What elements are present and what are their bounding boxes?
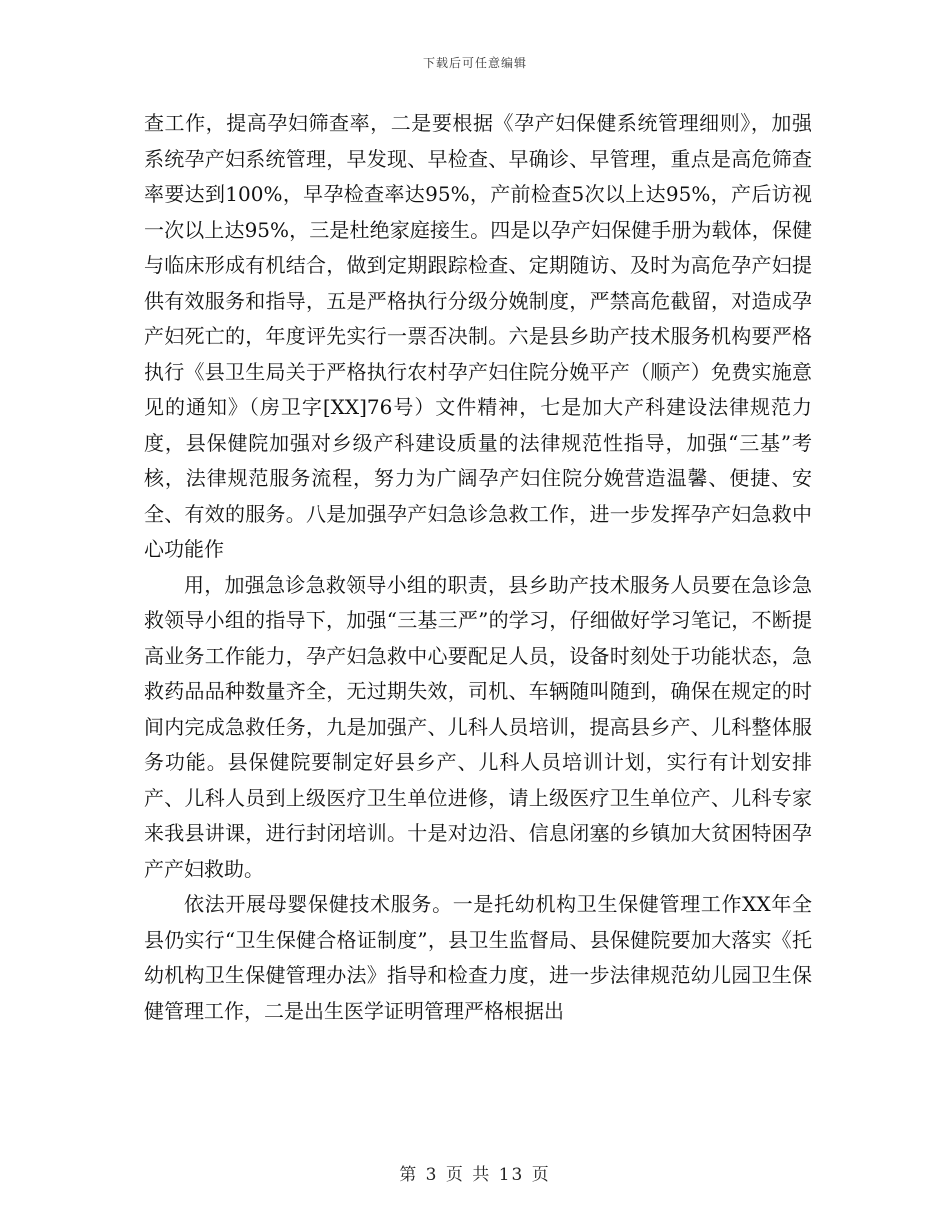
paragraph-3: 依法开展母婴保健技术服务。一是托幼机构卫生保健管理工作XX年全县仍实行“卫生保健合格证制度”，县卫生监督局、县保健院要加大落实《托幼机构卫生保健管理办法》指导和检查力度，进一步法律规范幼儿园卫生保健管理工作，二是出生医学证明管理严格根据出 [144,892,812,1023]
page-footer: 第 3 页 共 13 页 [399,1165,551,1185]
page-header: 下载后可任意编辑 [422,56,527,70]
document-body [144,106,812,1029]
paragraph-1: 查工作，提高孕妇筛查率，二是要根据《孕产妇保健系统管理细则》，加强系统孕产妇系统管理，早发现、早检查、早确诊、早管理，重点是高危筛查率要达到100%，早孕检查率达95%，产前检查5次以上达95%，产后访视一次以上达95%，三是杜绝家庭接生。四是以孕产妇保健手册为载体，保健与临床形成有机结合，做到定期跟踪检查、定期随访、及时为高危孕产妇提供有效服务和指导，五是严格执行分级分娩制度，严禁高危截留，对造成孕产妇死亡的，年度评先实行一票否决制。六是县乡助产技术服务机构要严格执行《县卫生局关于严格执行农村孕产妇住院分娩平产（顺产）免费实施意见的通知》（房卫字[XX]76号）文件精神，七是加大产科建设法律规范力度，县保健院加强对乡级产科建设质量的法律规范性指导，加强“三基”考核，法律规范服务流程，努力为广阔孕产妇住院分娩营造温馨、便捷、安全、有效的服务。八是加强孕产妇急诊急救工作，进一步发挥孕产妇急救中心功能作 [144,111,812,561]
paragraph-2: 用，加强急诊急救领导小组的职责，县乡助产技术服务人员要在急诊急救领导小组的指导下，加强“三基三严”的学习，仔细做好学习笔记，不断提高业务工作能力，孕产妇急救中心要配足人员，设备时刻处于功能状态，急救药品品种数量齐全，无过期失效，司机、车辆随叫随到，确保在规定的时间内完成急救任务，九是加强产、儿科人员培训，提高县乡产、儿科整体服务功能。县保健院要制定好县乡产、儿科人员培训计划，实行有计划安排产、儿科人员到上级医疗卫生单位进修，请上级医疗卫生单位产、儿科专家来我县讲课，进行封闭培训。十是对边沿、信息闭塞的乡镇加大贫困特困孕产产妇救助。 [144,572,812,881]
